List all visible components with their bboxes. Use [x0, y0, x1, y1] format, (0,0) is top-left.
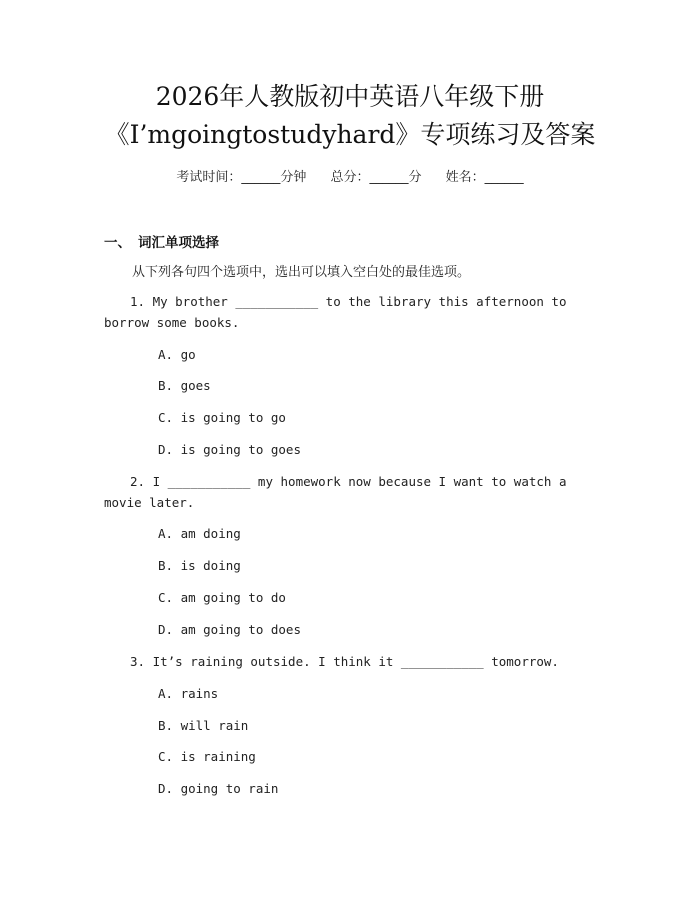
question-2-option-c: C. am going to do	[158, 590, 286, 605]
section-instruction: 从下列各句四个选项中，选出可以填入空白处的最佳选项。	[132, 265, 471, 280]
question-1: 1. My brother ___________ to the library this afternoon to borrow some books.	[104, 294, 567, 330]
exam-name: 姓名：______	[445, 170, 524, 185]
question-2-option-b: B. is doing	[158, 558, 241, 573]
question-1-option-c: C. is going to go	[158, 410, 286, 425]
question-3: 3. It’s raining outside. I think it ___________ tomorrow.	[130, 654, 559, 669]
document-title-line-2: 《I’mgoingtostudyhard》专项练习及答案	[104, 120, 596, 149]
question-3-option-c: C. is raining	[158, 749, 256, 764]
question-3-option-a: A. rains	[158, 686, 219, 701]
question-3-option-b: B. will rain	[158, 718, 249, 733]
section-title: 词汇单项选择	[138, 235, 219, 251]
section-number: 一、	[104, 235, 131, 251]
exam-time: 考试时间：______分钟	[176, 170, 307, 185]
exam-meta	[0, 169, 700, 187]
question-3-option-d: D. going to rain	[158, 781, 279, 796]
question-1-option-d: D. is going to goes	[158, 442, 301, 457]
question-2-option-d: D. am going to does	[158, 622, 301, 637]
question-1-option-a: A. go	[158, 347, 196, 362]
question-1-option-b: B. goes	[158, 378, 211, 393]
question-2-option-a: A. am doing	[158, 526, 241, 541]
question-2: 2. I ___________ my homework now because I want to watch a movie later.	[104, 474, 567, 510]
section-heading	[104, 231, 219, 251]
document-title-line-1: 2026年人教版初中英语八年级下册	[155, 82, 545, 111]
exam-total-score: 总分：______分	[330, 170, 422, 185]
